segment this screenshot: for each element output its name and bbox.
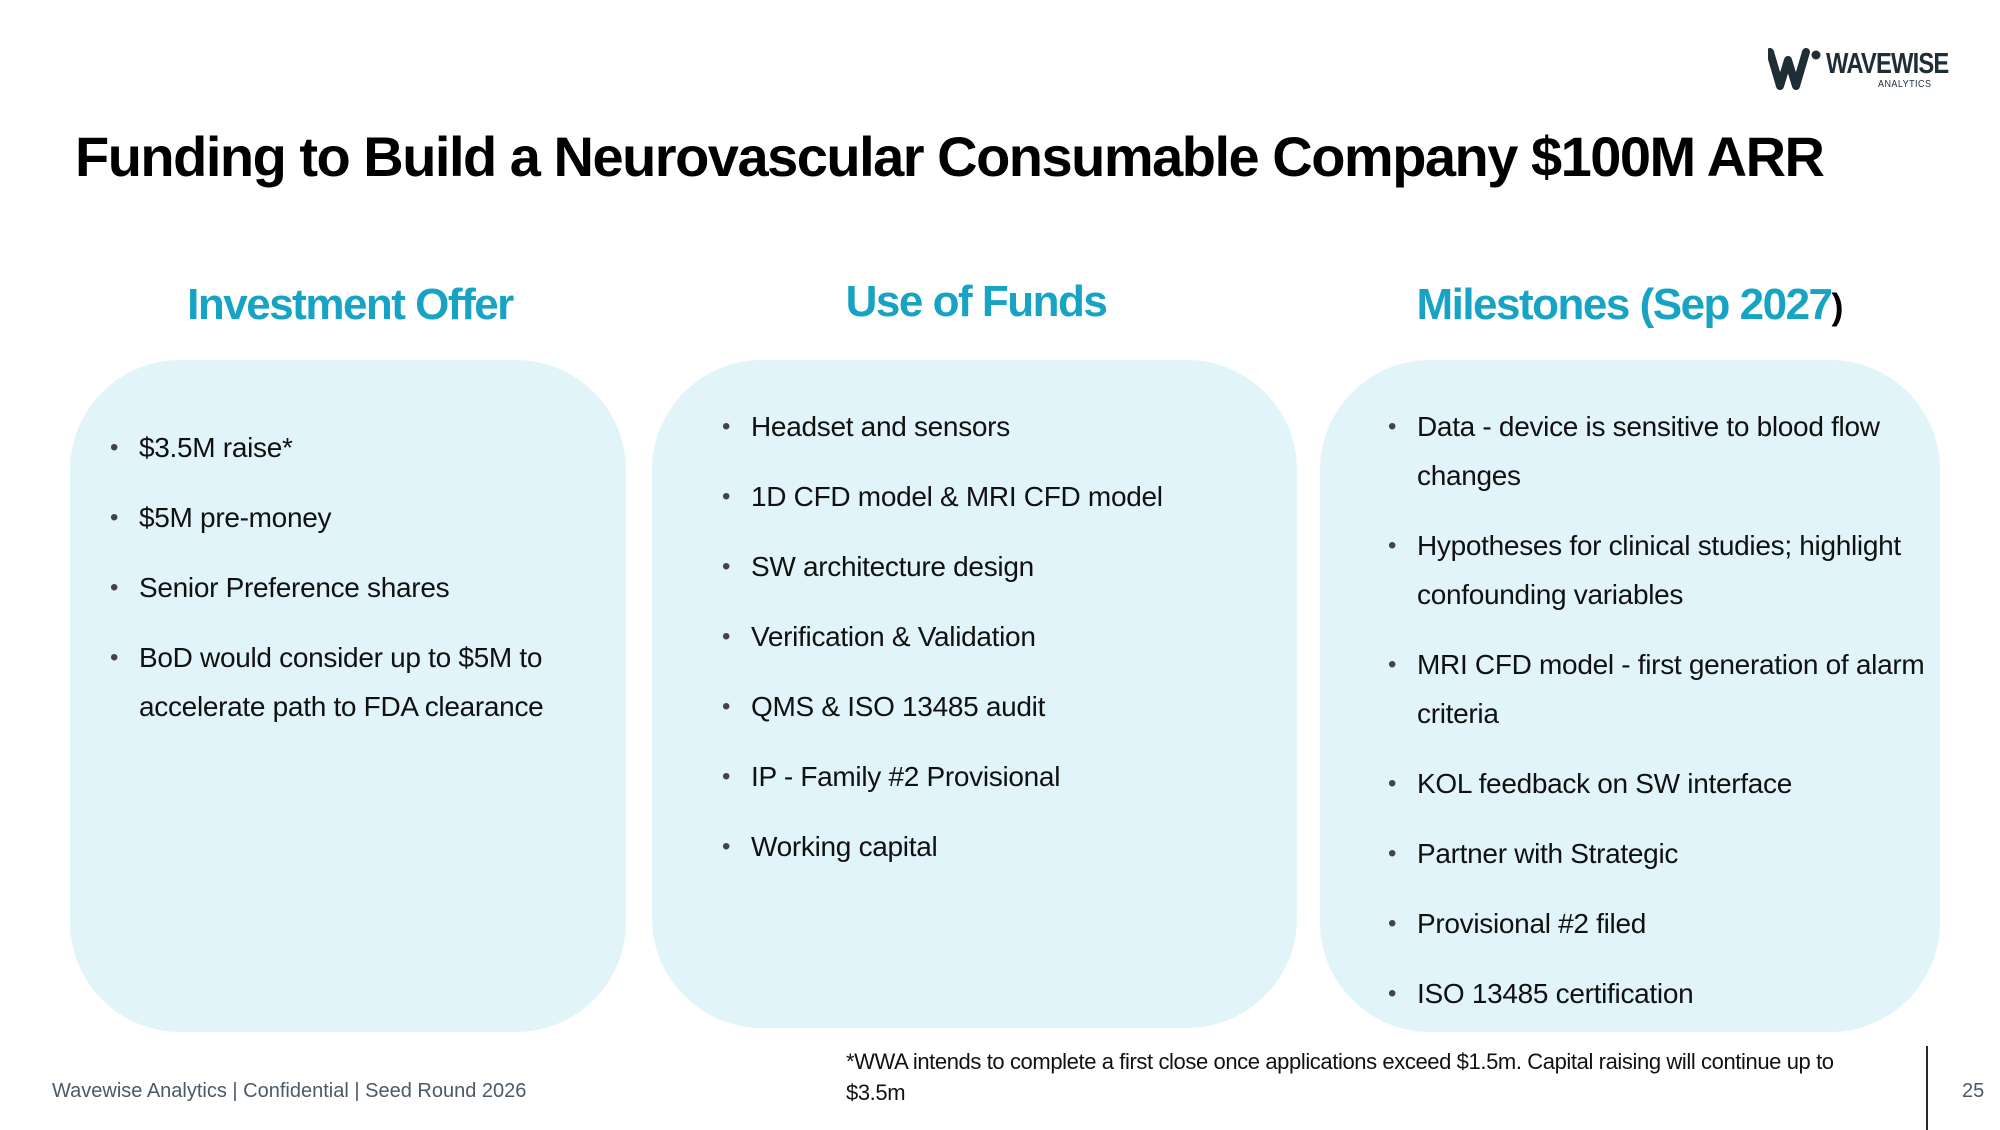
list-item: • KOL feedback on SW interface <box>1388 759 1928 808</box>
slide-title: Funding to Build a Neurovascular Consumable Company $100M ARR <box>75 125 1824 188</box>
logo-subtitle: ANALYTICS <box>1878 79 1932 90</box>
page-number: 25 <box>1962 1080 1985 1102</box>
logo-wordmark: WAVEWISE <box>1826 48 1949 80</box>
use-of-funds-list <box>722 402 1282 892</box>
list-item: • Hypotheses for clinical studies; highlight confounding variables <box>1388 521 1928 619</box>
heading-use-of-funds: Use of Funds <box>845 277 1107 326</box>
list-item: • Data - device is sensitive to blood flow changes <box>1388 402 1928 500</box>
divider <box>1926 1046 1928 1130</box>
list-item: • Provisional #2 filed <box>1388 899 1928 948</box>
wave-logo-icon <box>1768 46 1824 92</box>
heading-investment-offer: Investment Offer <box>187 280 513 329</box>
list-item: • 1D CFD model & MRI CFD model <box>722 472 1282 521</box>
list-item: • Verification & Validation <box>722 612 1282 661</box>
list-item: • Partner with Strategic <box>1388 829 1928 878</box>
list-item: • MRI CFD model - first generation of alarm criteria <box>1388 640 1928 738</box>
investment-offer-list <box>110 423 610 752</box>
list-item: • $3.5M raise* <box>110 423 610 472</box>
list-item: • ISO 13485 certification <box>1388 969 1928 1018</box>
milestones-list <box>1388 402 1928 1039</box>
list-item: • $5M pre-money <box>110 493 610 542</box>
footer-text: Wavewise Analytics | Confidential | Seed Round 2026 <box>52 1080 527 1102</box>
list-item: • IP - Family #2 Provisional <box>722 752 1282 801</box>
list-item: • SW architecture design <box>722 542 1282 591</box>
company-logo <box>1768 46 1949 96</box>
list-item: • BoD would consider up to $5M to accelerate path to FDA clearance <box>110 633 610 731</box>
list-item: • Working capital <box>722 822 1282 871</box>
list-item: • Senior Preference shares <box>110 563 610 612</box>
list-item: • Headset and sensors <box>722 402 1282 451</box>
list-item: • QMS & ISO 13485 audit <box>722 682 1282 731</box>
heading-milestones: Milestones (Sep 2027) <box>1416 280 1844 329</box>
footnote: *WWA intends to complete a first close once applications exceed $1.5m. Capital raising will continue up to $3.5m <box>846 1049 1834 1105</box>
